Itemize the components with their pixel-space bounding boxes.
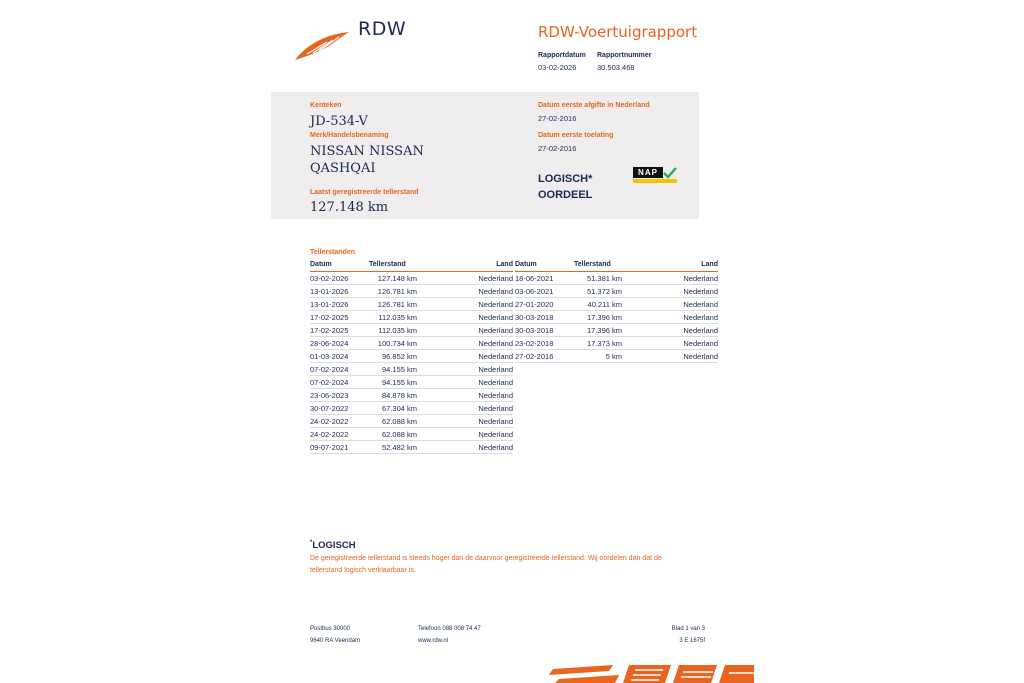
- verdict-line2: OORDEEL: [538, 189, 593, 201]
- cell-date: 13-01-2026: [310, 285, 358, 298]
- table-row: [310, 389, 513, 402]
- table-row: [310, 311, 513, 324]
- nap-logo-text: NAP: [633, 167, 663, 178]
- table-row: [310, 441, 513, 454]
- first-issue-value: 27-02-2016: [538, 114, 577, 123]
- cell-date: 17-02-2025: [310, 324, 358, 337]
- table-row: [515, 337, 718, 350]
- cell-land: Nederland: [622, 298, 718, 311]
- cell-date: 24-02-2022: [310, 428, 358, 441]
- cell-date: 30-03-2018: [515, 324, 563, 337]
- cell-km: 112.035 km: [358, 311, 417, 324]
- cell-date: 27-02-2016: [515, 350, 563, 363]
- footnote-title: [310, 540, 356, 551]
- cell-land: Nederland: [417, 428, 513, 441]
- first-issue-label: Datum eerste afgifte in Nederland: [538, 102, 650, 109]
- col-km-header: Tellerstand: [358, 259, 417, 272]
- cell-land: Nederland: [622, 272, 718, 285]
- cell-km: 94.155 km: [358, 363, 417, 376]
- readings-table-left: [310, 259, 513, 454]
- cell-km: 51.372 km: [563, 285, 622, 298]
- cell-date: 03-02-2026: [310, 272, 358, 285]
- cell-km: 126.781 km: [358, 285, 417, 298]
- table-row: [310, 298, 513, 311]
- first-admission-value: 27-02-2016: [538, 144, 577, 153]
- cell-land: Nederland: [417, 389, 513, 402]
- cell-km: 67.304 km: [358, 402, 417, 415]
- cell-land: Nederland: [417, 415, 513, 428]
- make-line2: QASHQAI: [310, 161, 376, 176]
- cell-km: 62.088 km: [358, 428, 417, 441]
- verdict-line1: LOGISCH*: [538, 173, 593, 185]
- footer-web[interactable]: www.rdw.nl: [418, 638, 449, 644]
- cell-km: 126.781 km: [358, 298, 417, 311]
- plate-value: JD-534-V: [310, 114, 368, 129]
- cell-date: 01-03-2024: [310, 350, 358, 363]
- cell-date: 13-01-2026: [310, 298, 358, 311]
- odometer-verdict: [538, 171, 592, 203]
- odometer-label: Laatst geregistreerde tellerstand: [310, 189, 419, 196]
- cell-land: Nederland: [622, 337, 718, 350]
- report-date-label: Rapportdatum: [538, 52, 586, 59]
- cell-land: Nederland: [417, 376, 513, 389]
- cell-land: Nederland: [417, 324, 513, 337]
- footer-phone: Telefoon 088 008 74 47: [418, 626, 481, 632]
- table-row: [310, 324, 513, 337]
- table-row: [310, 350, 513, 363]
- footer-code: 3 E 1675f: [679, 638, 705, 644]
- footer-addr2: 9640 RA Veendam: [310, 638, 361, 644]
- cell-km: 62.088 km: [358, 415, 417, 428]
- table-row: [515, 311, 718, 324]
- cell-km: 94.155 km: [358, 376, 417, 389]
- cell-km: 112.035 km: [358, 324, 417, 337]
- cell-date: 30-07-2022: [310, 402, 358, 415]
- col-land-header: Land: [622, 259, 718, 272]
- first-admission-label: Datum eerste toelating: [538, 132, 614, 139]
- cell-date: 28-06-2024: [310, 337, 358, 350]
- cell-land: Nederland: [417, 441, 513, 454]
- cell-km: 52.482 km: [358, 441, 417, 454]
- footer-address: [310, 623, 360, 647]
- col-date-header: Datum: [515, 259, 563, 272]
- vehicle-summary-box: [271, 92, 699, 219]
- table-row: [310, 376, 513, 389]
- cell-land: Nederland: [417, 298, 513, 311]
- footnote-star: *: [310, 540, 313, 546]
- report-date: 03-02-2026: [538, 63, 577, 72]
- rdw-feather-logo: [293, 30, 351, 62]
- readings-table-right: [515, 259, 718, 363]
- cell-date: 23-02-2018: [515, 337, 563, 350]
- cell-date: 17-02-2025: [310, 311, 358, 324]
- report-number: 30.503.468: [597, 63, 635, 72]
- footnote-text: De geregistreerde tellerstand is steeds hoger dan de daarvoor geregistreerde tellerstand. Wij oordelen dan dat de tellerstand logisch verklaarbaar is.: [310, 555, 662, 574]
- table-row: [310, 285, 513, 298]
- cell-land: Nederland: [417, 311, 513, 324]
- table-row: [310, 272, 513, 285]
- cell-land: Nederland: [417, 402, 513, 415]
- make-line1: NISSAN NISSAN: [310, 144, 424, 159]
- cell-km: 17.396 km: [563, 311, 622, 324]
- table-row: [310, 415, 513, 428]
- table-row: [310, 402, 513, 415]
- table-row: [515, 350, 718, 363]
- cell-date: 07-02-2024: [310, 376, 358, 389]
- footer-page-info: [641, 623, 705, 647]
- cell-km: 17.373 km: [563, 337, 622, 350]
- cell-km: 100.734 km: [358, 337, 417, 350]
- table-row: [515, 324, 718, 337]
- cell-land: Nederland: [417, 285, 513, 298]
- odometer-value: 127.148 km: [310, 200, 389, 215]
- report-number-label: Rapportnummer: [597, 52, 652, 59]
- cell-date: 30-03-2018: [515, 311, 563, 324]
- cell-land: Nederland: [622, 311, 718, 324]
- cell-km: 84.878 km: [358, 389, 417, 402]
- col-km-header: Tellerstand: [563, 259, 622, 272]
- cell-date: 24-02-2022: [310, 415, 358, 428]
- readings-header-row: [310, 259, 513, 272]
- readings-title: Tellerstanden: [310, 249, 355, 256]
- cell-land: Nederland: [417, 272, 513, 285]
- cell-date: 07-02-2024: [310, 363, 358, 376]
- cell-land: Nederland: [622, 324, 718, 337]
- report-page: [271, 0, 729, 683]
- cell-km: 127.148 km: [358, 272, 417, 285]
- cell-date: 23-06-2023: [310, 389, 358, 402]
- cell-km: 40.211 km: [563, 298, 622, 311]
- footer-page: Blad 1 van 3: [671, 626, 705, 632]
- table-row: [310, 363, 513, 376]
- cell-land: Nederland: [417, 337, 513, 350]
- cell-date: 27-01-2020: [515, 298, 563, 311]
- col-date-header: Datum: [310, 259, 358, 272]
- checkmark-icon: [663, 167, 677, 179]
- cell-km: 17.396 km: [563, 324, 622, 337]
- footnote-title-text: LOGISCH: [312, 540, 356, 552]
- plate-label: Kenteken: [310, 102, 342, 109]
- cell-land: Nederland: [417, 350, 513, 363]
- cell-date: 03-06-2021: [515, 285, 563, 298]
- table-row: [515, 285, 718, 298]
- table-row: [310, 337, 513, 350]
- make-label: Merk/Handelsbenaming: [310, 132, 389, 139]
- rdw-stripes-decoration: [549, 663, 754, 683]
- cell-date: 18-06-2021: [515, 272, 563, 285]
- cell-land: Nederland: [417, 363, 513, 376]
- footer-contact: [418, 623, 481, 647]
- report-title: RDW-Voertuigrapport: [538, 23, 698, 41]
- readings-header-row: [515, 259, 718, 272]
- nap-logo: [633, 167, 677, 184]
- cell-land: Nederland: [622, 350, 718, 363]
- brand-name: RDW: [358, 18, 407, 40]
- cell-date: 09-07-2021: [310, 441, 358, 454]
- cell-km: 51.381 km: [563, 272, 622, 285]
- table-row: [515, 298, 718, 311]
- cell-land: Nederland: [622, 285, 718, 298]
- footer-addr1: Postbus 30000: [310, 626, 351, 632]
- cell-km: 5 km: [563, 350, 622, 363]
- table-row: [515, 272, 718, 285]
- table-row: [310, 428, 513, 441]
- cell-km: 96.852 km: [358, 350, 417, 363]
- col-land-header: Land: [417, 259, 513, 272]
